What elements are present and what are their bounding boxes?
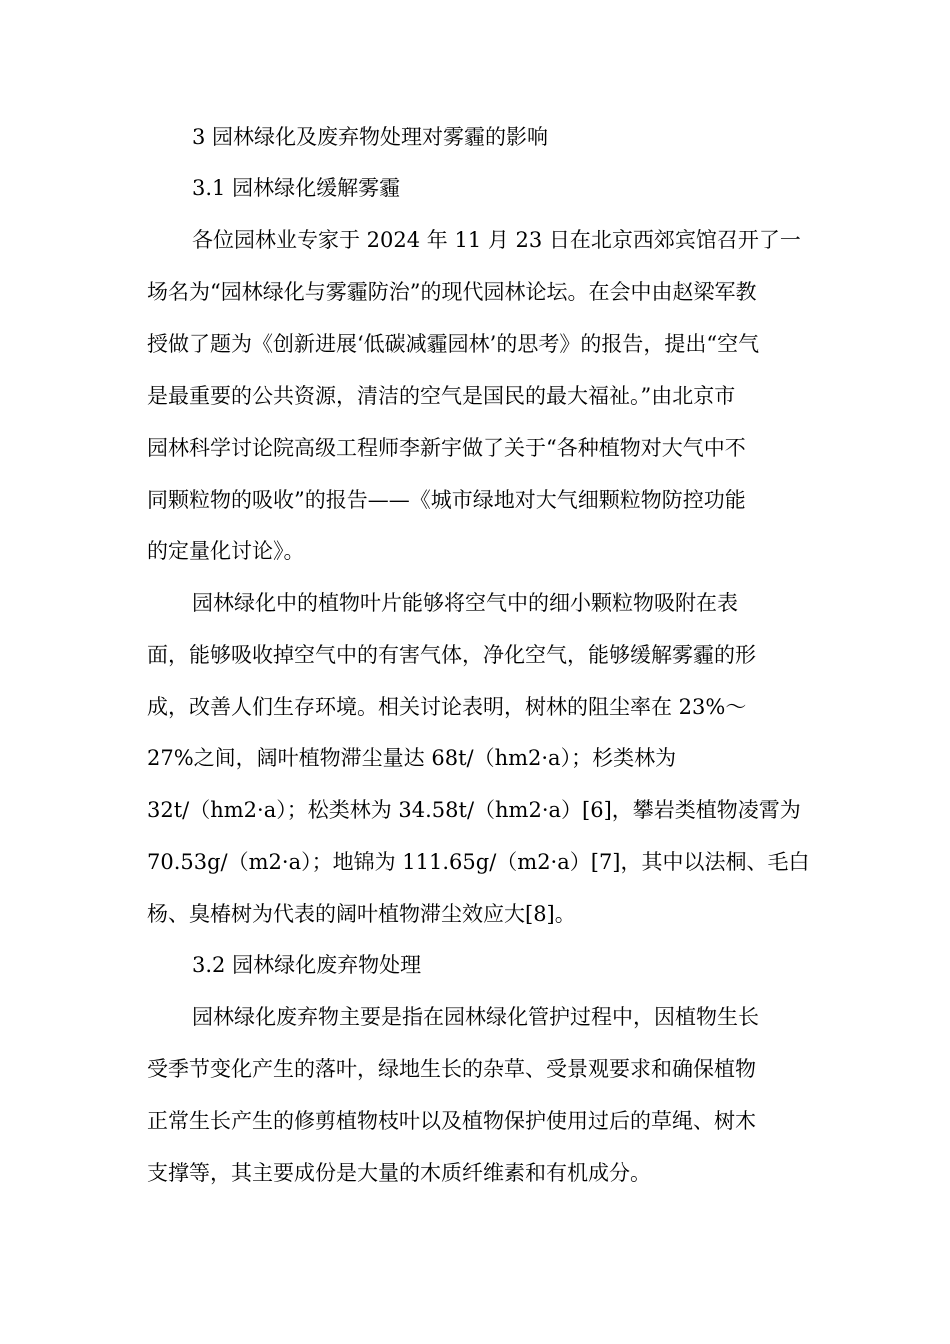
section-3-1-heading: 3.1 园林绿化缓解雾霾 — [192, 176, 401, 200]
section-3-2-heading: 3.2 园林绿化废弃物处理 — [192, 953, 422, 977]
paragraph-2-line: 成，改善人们生存环境。相关讨论表明，树林的阻尘率在 23%～ — [147, 695, 747, 719]
paragraph-1-line: 各位园林业专家于 2024 年 11 月 23 日在北京西郊宾馆召开了一 — [192, 228, 801, 252]
paragraph-2-line: 70.53g/（m2·a）；地锦为 111.65g/（m2·a）[7]，其中以法桐、毛白 — [147, 850, 810, 874]
paragraph-1-line: 场名为“园林绿化与雾霾防治”的现代园林论坛。在会中由赵梁军教 — [147, 280, 757, 304]
section-3-heading: 3 园林绿化及废弃物处理对雾霾的影响 — [192, 125, 549, 149]
paragraph-1-line: 的定量化讨论》。 — [147, 539, 305, 563]
paragraph-3-line: 正常生长产生的修剪植物枝叶以及植物保护使用过后的草绳、树木 — [147, 1109, 756, 1133]
paragraph-2-line: 面，能够吸收掉空气中的有害气体，净化空气，能够缓解雾霾的形 — [147, 643, 756, 667]
paragraph-1-line: 授做了题为《创新进展‘低碳减霾园林’的思考》的报告，提出“空气 — [147, 332, 760, 356]
paragraph-3-line: 园林绿化废弃物主要是指在园林绿化管护过程中，因植物生长 — [192, 1005, 759, 1029]
paragraph-2-line: 园林绿化中的植物叶片能够将空气中的细小颗粒物吸附在表 — [192, 591, 738, 615]
paragraph-2-line: 32t/（hm2·a）；松类林为 34.58t/（hm2·a）[6]，攀岩类植物凌霄为 — [147, 798, 801, 822]
paragraph-2-line: 27%之间，阔叶植物滞尘量达 68t/（hm2·a）；杉类林为 — [147, 746, 677, 770]
paragraph-3-line: 支撑等，其主要成份是大量的木质纤维素和有机成分。 — [147, 1161, 651, 1185]
paragraph-1-line: 同颗粒物的吸收”的报告——《城市绿地对大气细颗粒物防控功能 — [147, 488, 746, 512]
paragraph-3-line: 受季节变化产生的落叶，绿地生长的杂草、受景观要求和确保植物 — [147, 1057, 756, 1081]
paragraph-1-line: 园林科学讨论院高级工程师李新宇做了关于“各种植物对大气中不 — [147, 436, 746, 460]
paragraph-1-line: 是最重要的公共资源，清洁的空气是国民的最大福祉。”由北京市 — [147, 384, 736, 408]
paragraph-2-line: 杨、臭椿树为代表的阔叶植物滞尘效应大[8]。 — [147, 902, 576, 926]
